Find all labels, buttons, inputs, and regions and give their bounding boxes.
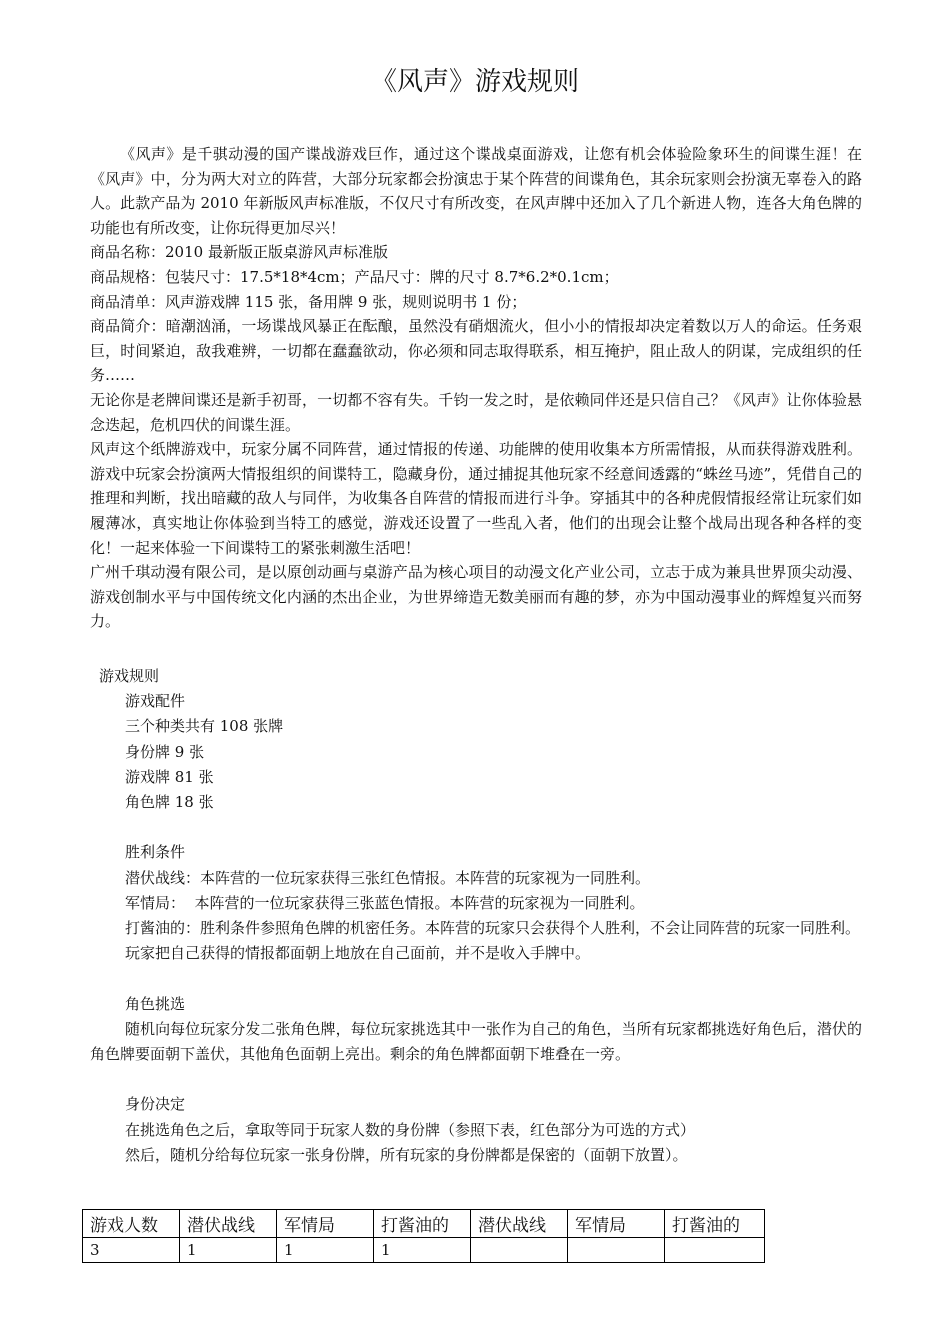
rules-section	[90, 664, 862, 1168]
table-header-cell: 潜伏战线	[471, 1210, 568, 1238]
table-cell: 1	[277, 1238, 374, 1263]
table-header-cell: 打酱油的	[665, 1210, 765, 1238]
victory-line: 军情局： 本阵营的一位玩家获得三张蓝色情报。本阵营的玩家视为一同胜利。	[125, 893, 645, 912]
table-cell: 1	[180, 1238, 277, 1263]
intro-paragraph: 风声这个纸牌游戏中，玩家分属不同阵营，通过情报的传递、功能牌的使用收集本方所需情报，从而获得游戏胜利。游戏中玩家会扮演两大情报组织的间谍特工，隐藏身份，通过捕捉其他玩家不经意间透露的“蛛丝马迹”，凭借自己的推理和判断，找出暗藏的敌人与同伴，为收集各自阵营的情报而进行斗争。穿插其中的各种虎假情报经常让玩家们如履薄冰，真实地让你体验到当特工的感觉，游戏还设置了一些乱入者，他们的出现会让整个战局出现各种各样的变化！一起来体验一下间谍特工的紧张刺激生活吧！	[90, 440, 862, 557]
table-cell	[568, 1238, 665, 1263]
table-header-row	[83, 1210, 765, 1238]
table-header-cell: 游戏人数	[83, 1210, 180, 1238]
company-paragraph: 广州千琪动漫有限公司，是以原创动画与桌游产品为核心项目的动漫文化产业公司，立志于成为兼具世界顶尖动漫、游戏创制水平与中国传统文化内涵的杰出企业，为世界缔造无数美丽而有趣的梦，亦为中国动漫事业的辉煌复兴而努力。	[90, 563, 862, 631]
role-select-line: 随机向每位玩家分发二张角色牌，每位玩家挑选其中一张作为自己的角色，当所有玩家都挑选好角色后，潜伏的角色牌要面朝下盖伏，其他角色面朝上亮出。剩余的角色牌都面朝下堆叠在一旁。	[90, 1019, 862, 1064]
product-contents: 商品清单：风声游戏牌 115 张，备用牌 9 张，规则说明书 1 份；	[90, 292, 527, 311]
product-name: 商品名称：2010 最新版正版桌游风声标准版	[90, 243, 388, 262]
table-cell: 3	[83, 1238, 180, 1263]
component-item: 游戏牌 81 张	[125, 767, 214, 786]
identity-heading: 身份决定	[125, 1095, 186, 1114]
identity-line: 在挑选角色之后，拿取等同于玩家人数的身份牌（参照下表，红色部分为可选的方式）	[125, 1120, 696, 1139]
table-cell: 1	[374, 1238, 471, 1263]
table-row	[83, 1238, 765, 1263]
role-select-heading: 角色挑选	[125, 994, 186, 1013]
components-heading: 游戏配件	[125, 692, 186, 711]
table-header-cell: 军情局	[277, 1210, 374, 1238]
table-header-cell: 打酱油的	[374, 1210, 471, 1238]
rules-heading: 游戏规则	[99, 667, 160, 685]
table-cell	[665, 1238, 765, 1263]
page-title: 《风声》游戏规则	[370, 67, 579, 97]
component-item: 角色牌 18 张	[125, 793, 214, 812]
victory-line: 玩家把自己获得的情报都面朝上地放在自己面前，并不是收入手牌中。	[125, 944, 591, 963]
identity-table	[82, 1209, 765, 1263]
component-item: 三个种类共有 108 张牌	[125, 717, 284, 736]
intro-paragraph: 《风声》是千骐动漫的国产谍战游戏巨作，通过这个谍战桌面游戏，让您有机会体验险象环生的间谍生涯！在《风声》中，分为两大对立的阵营，大部分玩家都会扮演忠于某个阵营的间谍角色，其余玩家则会扮演无辜卷入的路人。此款产品为 2010 年新版风声标准版，不仅尺寸有所改变，在风声牌中还加入了几个新进人物，连各大角色牌的功能也有所改变，让你玩得更加尽兴！	[90, 145, 862, 237]
identity-line: 然后，随机分给每位玩家一张身份牌，所有玩家的身份牌都是保密的（面朝下放置）。	[125, 1145, 688, 1164]
victory-line: 潜伏战线：本阵营的一位玩家获得三张红色情报。本阵营的玩家视为一同胜利。	[125, 868, 651, 887]
product-summary: 商品简介：暗潮汹涌，一场谍战风暴正在酝酿，虽然没有硝烟流火，但小小的情报却决定着数以万人的命运。任务艰巨，时间紧迫，敌我难辨，一切都在蠢蠢欲动，你必须和同志取得联系，相互掩护，阻止敌人的阴谋，完成组织的任务……	[90, 317, 862, 385]
intro-section	[90, 142, 862, 634]
victory-heading: 胜利条件	[125, 843, 186, 862]
table-cell	[471, 1238, 568, 1263]
component-item: 身份牌 9 张	[125, 742, 205, 761]
product-spec: 商品规格：包装尺寸：17.5*18*4cm；产品尺寸：牌的尺寸 8.7*6.2*0.1cm；	[90, 267, 619, 286]
table-header-cell: 军情局	[568, 1210, 665, 1238]
intro-paragraph: 无论你是老牌间谍还是新手初哥，一切都不容有失。千钧一发之时，是依赖同伴还是只信自己？《风声》让你体验悬念迭起，危机四伏的间谍生涯。	[90, 390, 862, 434]
table-header-cell: 潜伏战线	[180, 1210, 277, 1238]
victory-line: 打酱油的：胜利条件参照角色牌的机密任务。本阵营的玩家只会获得个人胜利，不会让同阵营的玩家一同胜利。	[125, 919, 861, 938]
